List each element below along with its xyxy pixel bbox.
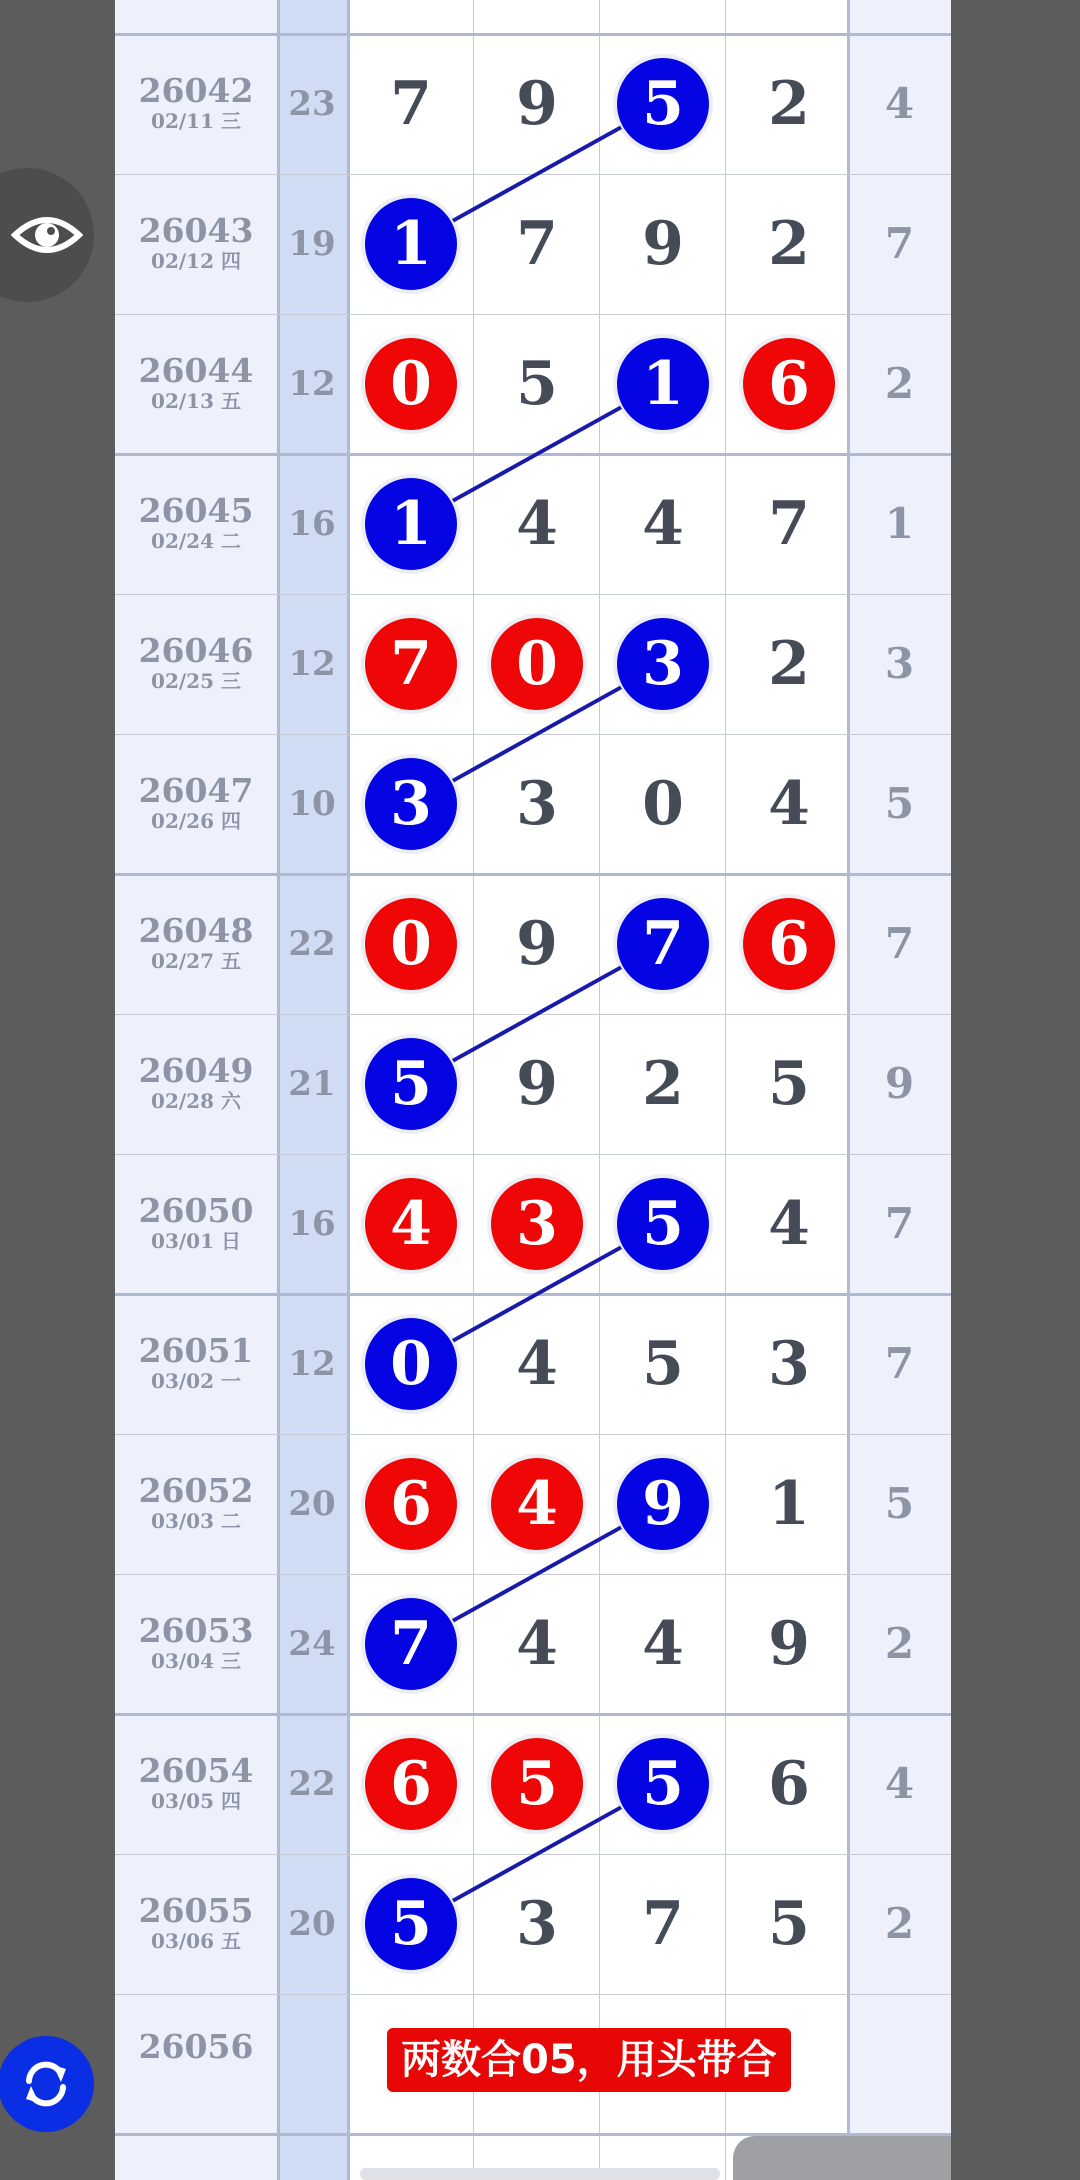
tail-value: 2 [884, 359, 915, 408]
issue-number: 26045 [138, 491, 254, 530]
digit-value: 5 [642, 69, 684, 139]
digit-value: 0 [642, 769, 684, 839]
issue-number: 26047 [138, 771, 254, 810]
link-line [453, 1807, 621, 1900]
digit-value: 7 [516, 209, 558, 279]
digit-value: 9 [768, 1609, 810, 1679]
digit-value: 2 [768, 69, 810, 139]
digit-sum: 23 [288, 84, 336, 124]
digit-value: 1 [768, 1469, 810, 1539]
issue-number: 26043 [138, 211, 254, 250]
digit-value: 2 [642, 1049, 684, 1119]
digit-value: 6 [390, 1749, 432, 1819]
digit-value: 7 [642, 1889, 684, 1959]
digit-value: 4 [390, 1189, 432, 1259]
issue-number: 26048 [138, 911, 254, 950]
refresh-button[interactable] [0, 2036, 94, 2132]
tail-value: 5 [884, 779, 915, 828]
draw-date: 03/04 三 [151, 1649, 241, 1673]
draw-date: 02/11 三 [151, 109, 241, 133]
draw-date: 02/13 五 [151, 389, 241, 413]
link-lines [115, 0, 951, 2180]
draw-date: 03/06 五 [151, 1929, 241, 1953]
digit-value: 7 [768, 489, 810, 559]
draw-date: 03/02 一 [151, 1369, 241, 1393]
digit-sum: 16 [288, 504, 336, 544]
digit-sum: 12 [288, 364, 336, 404]
issue-number: 26054 [138, 1751, 254, 1790]
tail-value: 7 [884, 1199, 915, 1248]
digit-sum: 21 [288, 1064, 336, 1104]
prediction-note: 两数合05，用头带合 [387, 2028, 791, 2092]
issue-number: 26042 [138, 71, 254, 110]
digit-value: 5 [516, 1749, 558, 1819]
issue-number: 26051 [138, 1331, 254, 1370]
issue-number: 26044 [138, 351, 254, 390]
digit-value: 1 [390, 209, 432, 279]
digit-value: 6 [768, 909, 810, 979]
digit-value: 0 [390, 1329, 432, 1399]
digit-value: 5 [642, 1329, 684, 1399]
digit-value: 5 [390, 1889, 432, 1959]
bottom-handle[interactable] [733, 2136, 951, 2180]
digit-value: 9 [642, 209, 684, 279]
digit-value: 4 [768, 769, 810, 839]
issue-number: 26052 [138, 1471, 254, 1510]
digit-value: 0 [390, 909, 432, 979]
draw-date: 02/25 三 [151, 669, 241, 693]
tail-value: 2 [884, 1899, 915, 1948]
link-line [453, 1247, 621, 1340]
digit-value: 1 [642, 349, 684, 419]
digit-value: 6 [390, 1469, 432, 1539]
digit-value: 4 [768, 1189, 810, 1259]
eye-toggle-button[interactable] [0, 168, 94, 302]
digit-value: 9 [516, 909, 558, 979]
tail-value: 5 [884, 1479, 915, 1528]
issue-number: 26046 [138, 631, 254, 670]
digit-value: 3 [516, 1889, 558, 1959]
draw-date: 02/12 四 [151, 249, 241, 273]
link-line [453, 967, 621, 1060]
digit-value: 4 [516, 489, 558, 559]
digit-sum: 22 [288, 924, 336, 964]
digit-value: 0 [516, 629, 558, 699]
digit-value: 5 [516, 349, 558, 419]
draw-date: 03/05 四 [151, 1789, 241, 1813]
eye-icon [11, 213, 83, 257]
digit-value: 7 [642, 909, 684, 979]
link-line [453, 127, 621, 220]
issue-number: 26053 [138, 1611, 254, 1650]
digit-value: 6 [768, 349, 810, 419]
link-line [453, 407, 621, 500]
digit-value: 7 [390, 69, 432, 139]
digit-value: 3 [768, 1329, 810, 1399]
digit-value: 0 [390, 349, 432, 419]
draw-date: 03/03 二 [151, 1509, 241, 1533]
digit-value: 5 [768, 1889, 810, 1959]
digit-sum: 20 [288, 1904, 336, 1944]
lottery-trend-table [115, 0, 951, 2180]
digit-value: 5 [642, 1749, 684, 1819]
pending-issue-number: 26056 [138, 2027, 254, 2066]
digit-sum: 19 [288, 224, 336, 264]
draw-date: 02/27 五 [151, 949, 241, 973]
tail-value: 7 [884, 919, 915, 968]
digit-value: 5 [390, 1049, 432, 1119]
digit-value: 4 [516, 1329, 558, 1399]
digit-value: 4 [516, 1609, 558, 1679]
digit-sum: 12 [288, 644, 336, 684]
tail-value: 7 [884, 219, 915, 268]
digit-sum: 20 [288, 1484, 336, 1524]
tail-value: 9 [884, 1059, 915, 1108]
refresh-icon [19, 2057, 73, 2111]
issue-number: 26049 [138, 1051, 254, 1090]
digit-value: 6 [768, 1749, 810, 1819]
digit-value: 5 [768, 1049, 810, 1119]
horizontal-scrollbar[interactable] [360, 2168, 720, 2180]
digit-sum: 24 [288, 1624, 336, 1664]
digit-value: 2 [768, 629, 810, 699]
digit-value: 3 [642, 629, 684, 699]
tail-value: 2 [884, 1619, 915, 1668]
digit-value: 3 [516, 1189, 558, 1259]
digit-sum: 22 [288, 1764, 336, 1804]
digit-value: 4 [642, 1609, 684, 1679]
digit-value: 7 [390, 1609, 432, 1679]
digit-sum: 16 [288, 1204, 336, 1244]
draw-date: 02/26 四 [151, 809, 241, 833]
tail-value: 1 [884, 499, 915, 548]
digit-value: 4 [642, 489, 684, 559]
tail-value: 7 [884, 1339, 915, 1388]
tail-value: 3 [884, 639, 915, 688]
digit-value: 4 [516, 1469, 558, 1539]
digit-value: 9 [642, 1469, 684, 1539]
link-line [453, 687, 621, 780]
tail-value: 4 [884, 1759, 915, 1808]
draw-date: 03/01 日 [151, 1229, 241, 1253]
link-line [453, 1527, 621, 1620]
digit-value: 2 [768, 209, 810, 279]
issue-number: 26055 [138, 1891, 254, 1930]
draw-date: 02/28 六 [151, 1089, 241, 1113]
digit-value: 1 [390, 489, 432, 559]
digit-sum: 10 [288, 784, 336, 824]
digit-value: 3 [516, 769, 558, 839]
digit-sum: 12 [288, 1344, 336, 1384]
digit-value: 7 [390, 629, 432, 699]
draw-date: 02/24 二 [151, 529, 241, 553]
issue-number: 26050 [138, 1191, 254, 1230]
digit-value: 9 [516, 69, 558, 139]
digit-value: 9 [516, 1049, 558, 1119]
digit-value: 3 [390, 769, 432, 839]
digit-value: 5 [642, 1189, 684, 1259]
tail-value: 4 [884, 79, 915, 128]
